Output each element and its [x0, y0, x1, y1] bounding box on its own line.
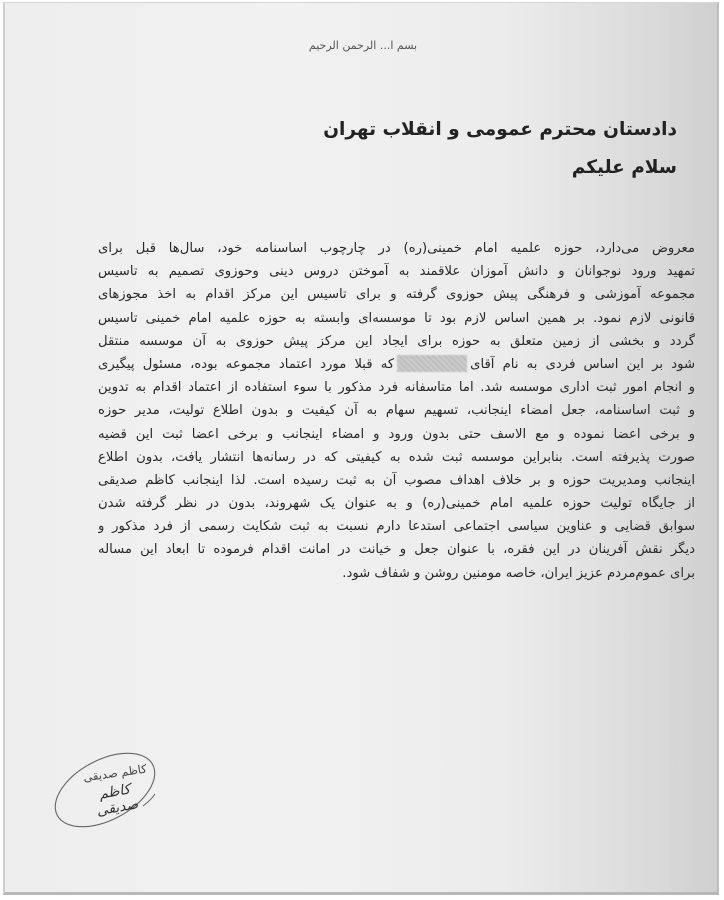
body-line: صورت پذیرفته است. بنابراین موسسه ثبت شده به کیفیتی که در رسانه‌ها انتشار یافت، بدون اطلاع	[98, 449, 695, 465]
body-line: از جایگاه تولیت حوزه علمیه امام خمینی(ره) و به عنوان یک شهروند، بدون در نظر گرفته شدن	[98, 496, 695, 512]
body-line: سوابق قضایی و عناوین سیاسی اجتماعی استدعا دارم نسبت به ثبت شکایت رسمی از فرد مذکور و	[98, 519, 695, 535]
body-line: و انجام امور ثبت اداری موسسه شد. اما متاسفانه فرد مذکور با سوء استفاده از اعتماد اقدام به تدوین	[98, 380, 695, 396]
addressee-title: دادستان محترم عمومی و انقلاب تهران	[323, 119, 677, 140]
signature-block	[43, 748, 163, 828]
body-line: مجموعه آموزشی و فرهنگی پیش حوزوی گرفته و برای تاسیس این مرکز اقدام به اخذ مجوزهای	[98, 287, 695, 303]
body-line: و برخی اعضا نموده و مع الاسف حتی بدون ورود و امضاء اینجانب و برخی اعضا ثبت این قضیه	[98, 426, 695, 442]
body-line: اینجانب ومدیریت حوزه و بر خلاف اهداف مصوب آن به ثبت رسیده است. لذا اینجانب کاظم صدیقی	[98, 472, 695, 488]
bismillah-heading: بسم ا... الرحمن الرحیم	[308, 39, 418, 52]
letter-body	[98, 237, 695, 585]
body-line-part: شود بر این اساس فردی به نام آقای	[470, 356, 695, 372]
addressee-block	[323, 111, 677, 187]
signature-name: کاظم صدیقی	[82, 761, 148, 785]
body-line: قانونی لازم نمود. بر همین اساس لازم بود تا موسسه‌ای وابسته به حوزه علمیه امام خمینی تاسیس	[98, 310, 695, 326]
body-line: معروض می‌دارد، حوزه علمیه امام خمینی(ره) در چارچوب اساسنامه خود، سال‌ها قبل برای	[98, 241, 695, 256]
body-line: و ثبت اساسنامه، جعل امضاء اینجانب، تسهیم سهام به آن کیفیت و بدون اطلاع تولیت، مدیر حوزه	[98, 403, 695, 419]
body-line: گردد و بخشی از زمین متعلق به حوزه برای ایجاد این مرکز پیش حوزوی به آن موسسه منتقل	[98, 333, 695, 349]
body-line: برای عموم‌مردم عزیز ایران، خاصه مومنین روشن و شفاف شود.	[342, 565, 695, 581]
body-line-with-redaction	[98, 353, 695, 376]
redacted-name-block	[397, 355, 467, 372]
greeting: سلام علیکم	[571, 157, 677, 178]
letter-page	[3, 2, 719, 895]
body-line: دیگر نقش آفرینان در این فقره، با عنوان جعل و خیانت در امانت اقدام فرموده تا ابعاد این مساله	[98, 542, 695, 558]
body-line: تمهید ورود نوجوانان و دانش آموزان علاقمند به آموختن دروس دینی وحوزوی تصمیم به تاسیس	[98, 264, 695, 280]
signature-handwriting: کاظم صدیقی	[95, 781, 140, 820]
body-line-part: که قبلا مورد اعتماد مجموعه بوده، مسئول پیگیری	[98, 356, 395, 372]
